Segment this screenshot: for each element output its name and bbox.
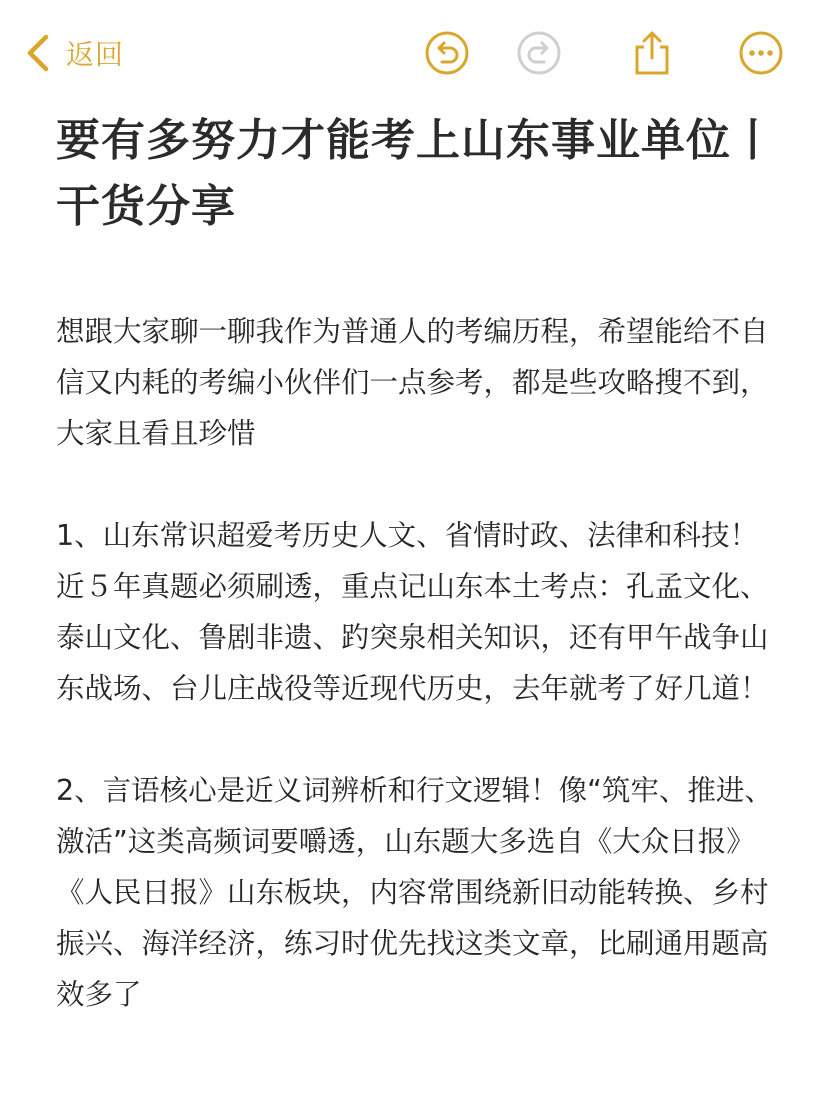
undo-button[interactable]	[424, 30, 470, 76]
more-icon	[738, 30, 784, 76]
note-title: 要有多努力才能考上山东事业单位丨干货分享	[56, 115, 776, 232]
share-button[interactable]	[629, 30, 675, 76]
paragraph-point-1: 1、山东常识超爱考历史人文、省情时政、法律和科技！近５年真题必须刷透，重点记山东本土考点：孔孟文化、泰山文化、鲁剧非遗、趵突泉相关知识，还有甲午战争山东战场、台儿庄战役等近现代历史，去年就考了好几道！	[56, 519, 769, 705]
note-content[interactable]	[56, 306, 786, 1071]
share-icon	[629, 30, 675, 76]
more-button[interactable]	[738, 30, 784, 76]
redo-icon	[516, 30, 562, 76]
back-button[interactable]	[22, 31, 124, 75]
toolbar	[0, 0, 828, 106]
paragraph-intro: 想跟大家聊一聊我作为普通人的考编历程，希望能给不自信又内耗的考编小伙伴们一点参考，都是些攻略搜不到，大家且看且珍惜	[56, 315, 769, 450]
chevron-left-icon	[22, 31, 56, 75]
paragraph-point-2: 2、言语核心是近义词辨析和行文逻辑！像“筑牢、推进、激活”这类高频词要嚼透，山东题大多选自《大众日报》《人民日报》山东板块，内容常围绕新旧动能转换、乡村振兴、海洋经济，练习时优先找这类文章，比刷通用题高效多了	[56, 774, 773, 1011]
undo-icon	[424, 30, 470, 76]
back-label: 返回	[66, 38, 125, 71]
redo-button[interactable]	[516, 30, 562, 76]
